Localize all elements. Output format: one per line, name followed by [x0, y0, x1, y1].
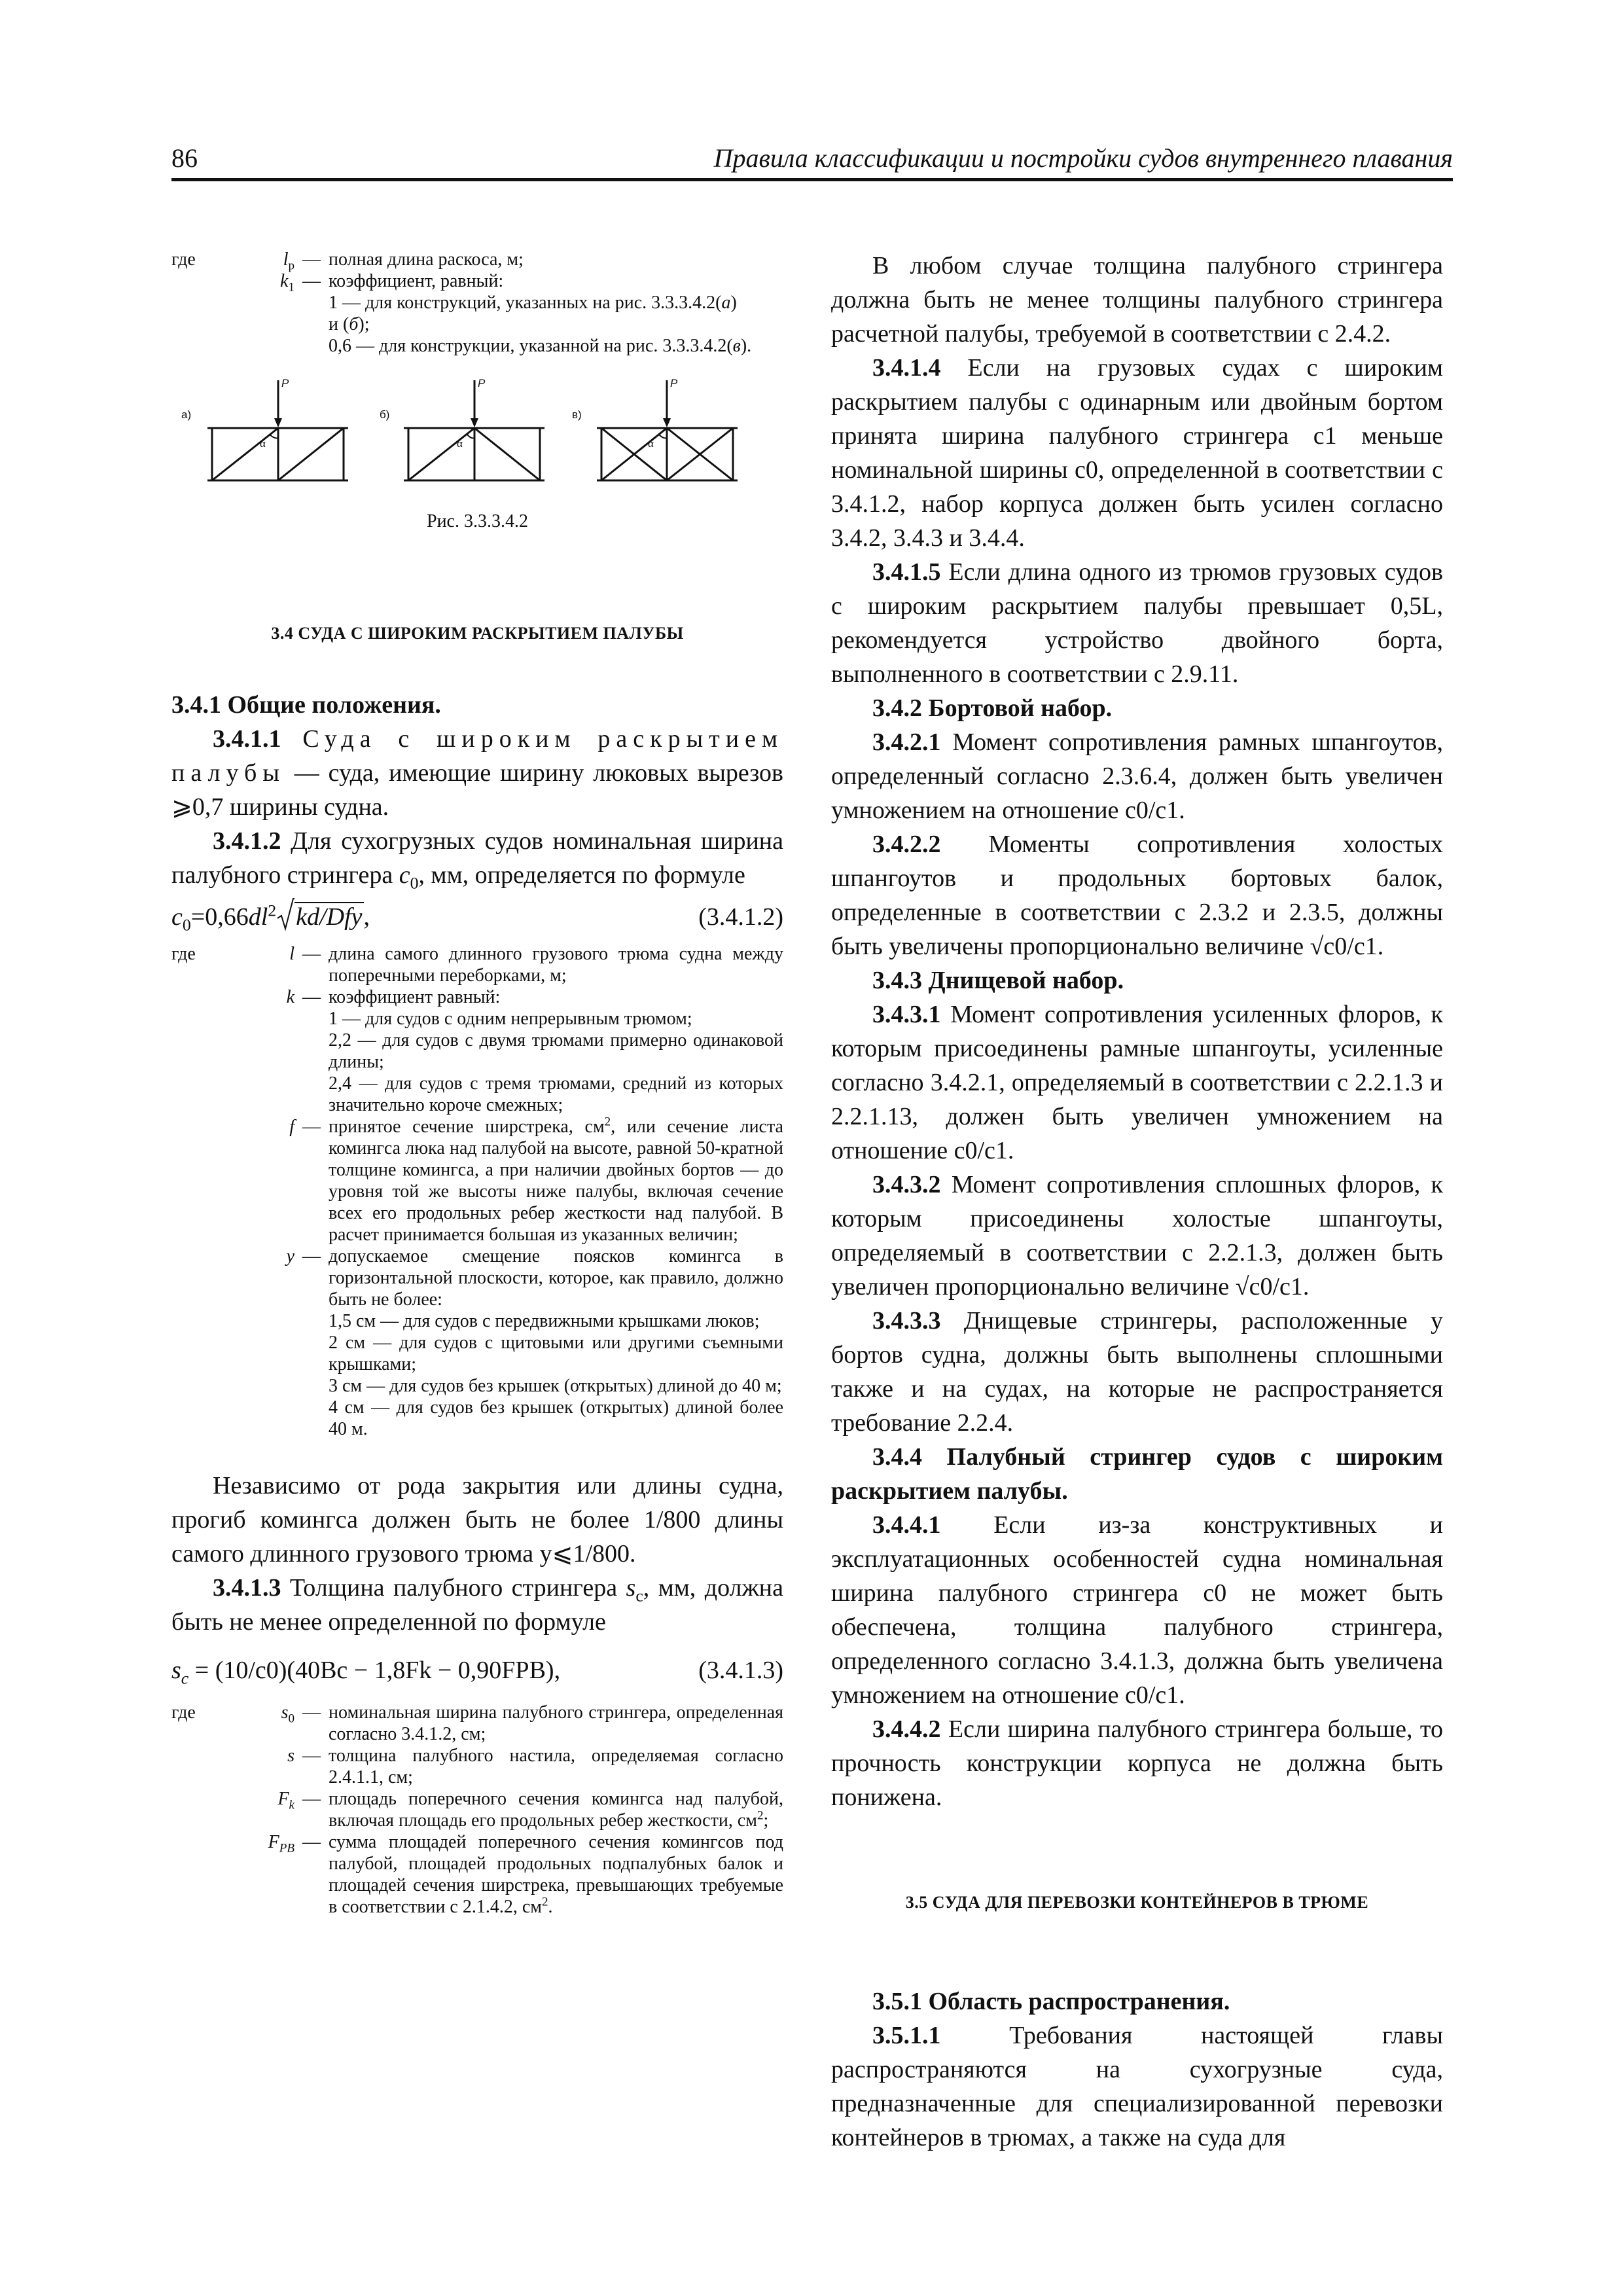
where-label: где	[171, 249, 196, 270]
para-3-4-4-2: 3.4.4.2 Если ширина палубного стрингера больше, то прочность конструкции корпуса не должна быть понижена.	[831, 1715, 1443, 1811]
running-title: Правила классификации и постройки судов внутреннего плавания	[713, 143, 1453, 173]
para-3-4-4-1: 3.4.4.1 Если из-за конструктивных и эксплуатационных особенностей судна номинальная ширина палубного стрингера c0 не может быть обеспечена, толщина палубного стрингера, определенного согласно 3.4.1.3, должна быть увеличена умножением на отношение c0/c1.	[831, 1511, 1443, 1709]
section-heading-3-4: 3.4 СУДА С ШИРОКИМ РАСКРЫТИЕМ ПАЛУБЫ	[271, 624, 684, 643]
para-3-5-1-1: 3.5.1.1 Требования настоящей главы распространяются на сухогрузные суда, предназначенные для специализированной перевозки контейнеров в трюмах, а также на суда для	[831, 2022, 1443, 2151]
def-row: $k_1$ — коэффициент, равный:	[280, 271, 504, 295]
definitions-l-k-f-y: где l — длина самого длинного грузового трюма судна между поперечными переборками, м; k — коэффициент равный: 1 — для судов с одним непрерывным трюмом; 2,2 — для судов с двумя трюмами примерно одинаковой длины; 2,4 — для судов с тремя трюмами, средний из которых значительно короче смежных; f — принятое сечение ширстрека, $см^2$, или сечение листа комингса люка над палубой на высоте, равной 50-кратной толщине комингса, а при наличии двойных бортов — до уровня той же высоты ниже палубы, включая сечение всех его продольных ребер жесткости над палубой. В расчет принимается большая из указанных величин; y — допускаемое смещение поясков комингса в горизонтальной плоскости, которое, как правило, должно быть не более: 1,5 см — для судов с передвижными крышками люков; 2 см — для судов с щитовыми или другими съемными крышками; 3 см — для судов без крышек (открытых) длиной до 40 м; 4 см — для судов без крышек (открытых) длиной более 40 м.	[171, 944, 783, 1439]
para-3-4-2-1: 3.4.2.1 Момент сопротивления рамных шпангоутов, определенный согласно 2.3.6.4, должен быть увеличен умножением на отношение c0/c1.	[831, 728, 1443, 824]
svg-text:α: α	[648, 437, 654, 450]
heading-3-4-3: 3.4.3 Днищевой набор.	[872, 967, 1124, 994]
svg-text:P: P	[281, 377, 289, 389]
heading-3-5-1: 3.5.1 Область распространения.	[872, 1988, 1230, 2015]
heading-3-4-1: 3.4.1 Общие положения.	[171, 691, 441, 719]
para-3-4-1-2: 3.4.1.2 Для сухогрузных судов номинальная ширина палубного стрингера $c_0$, мм, определяется по формуле	[171, 827, 783, 893]
running-header	[171, 143, 1453, 179]
para-3-4-1-5: 3.4.1.5 Если длина одного из трюмов грузовых судов с широким раскрытием палубы превышает 0,5L, рекомендуется устройство двойного борта, выполненного в соответствии с 2.9.11.	[831, 558, 1443, 688]
section-heading-3-5: 3.5 СУДА ДЛЯ ПЕРЕВОЗКИ КОНТЕЙНЕРОВ В ТРЮМЕ	[905, 1893, 1369, 1912]
heading-3-4-4: 3.4.4 Палубный стрингер судов с широким раскрытием палубы.	[831, 1443, 1443, 1505]
figure-caption: Рис. 3.3.3.4.2	[427, 511, 528, 531]
para-3-4-1-4: 3.4.1.4 Если на грузовых судах с широким раскрытием палубы с одинарным или двойным бортом принята ширина палубного стрингера c1 меньше номинальной ширины c0, определенной в соответствии с 3.4.1.2, набор корпуса должен быть усилен согласно 3.4.2, 3.4.3 и 3.4.4.	[831, 354, 1443, 552]
formula-3-4-1-3: $s_c = (10/c0)(40Bc - 1,8Fk - 0,90FPB)$, (3.4.1.3)	[171, 1657, 783, 1688]
label-c: в)	[572, 408, 582, 421]
definitions-s0-s-fk-fpb: где $s_0$ — номинальная ширина палубного стрингера, определенная согласно 3.4.1.2, см; s — толщина палубного настила, определяемая согласно 2.4.1.1, см; $F_k$ — площадь поперечного сечения комингса над палубой, включая площадь его продольных ребер жесткости, $см^2$; $F_{PB}$ — сумма площадей поперечного сечения комингсов под палубой, площадей продольных подпалубных балок и площадей сечения ширстрека, превышающих требуемые в соответствии с 2.1.4.2, $см^2$.	[171, 1702, 783, 1917]
svg-text:P: P	[478, 377, 486, 389]
left-column	[171, 249, 783, 1918]
def-row: $l_р$ — полная длина раскоса, м;	[283, 249, 524, 273]
header-rule	[171, 178, 1453, 181]
truss-diagram	[171, 374, 783, 511]
figure-truss-diagrams	[171, 374, 783, 511]
label-a: а)	[181, 408, 192, 421]
right-column	[831, 249, 1443, 2155]
page-number: 86	[171, 143, 198, 173]
para-3-4-3-3: 3.4.3.3 Днищевые стрингеры, расположенные у бортов судна, должны быть выполнены сплошными также и на судах, на которые не распространяется требование 2.2.4.	[831, 1307, 1443, 1437]
para-3-4-3-1: 3.4.3.1 Момент сопротивления усиленных флоров, к которым присоединены рамные шпангоуты, усиленные согласно 3.4.2.1, определяемый в соответствии с 2.2.1.3 и 2.2.1.13, должен быть увеличен умножением на отношение c0/c1.	[831, 1001, 1443, 1164]
para-3-4-1-3: 3.4.1.3 Толщина палубного стрингера $s_c$, мм, должна быть не менее определенной по формуле	[171, 1574, 783, 1636]
para-3-4-2-2: 3.4.2.2 Моменты сопротивления холостых шпангоутов и продольных бортовых балок, определенные в соответствии с 2.3.2 и 2.3.5, должны быть увеличены пропорционально величине √c0/c1.	[831, 831, 1443, 960]
para-3-4-1-1: 3.4.1.1 Суда с широким раскрытием палубы — суда, имеющие ширину люковых вырезов ⩾0,7 ширины судна.	[171, 725, 783, 821]
label-b: б)	[380, 408, 390, 421]
svg-text:α: α	[260, 437, 266, 450]
svg-text:P: P	[670, 377, 678, 389]
heading-3-4-2: 3.4.2 Бортовой набор.	[872, 694, 1113, 722]
para-3-4-3-2: 3.4.3.2 Момент сопротивления сплошных флоров, к которым присоединены холостые шпангоуты, определяемый в соответствии с 2.2.1.3, должен быть увеличен пропорционально величине √c0/c1.	[831, 1171, 1443, 1300]
svg-text:α: α	[457, 437, 463, 450]
formula-3-4-1-2: $c_0=0,66dl^2$ kd/Dfy, (3.4.1.2)	[171, 900, 783, 938]
definitions-lp-k1: где $l_р$ — полная длина раскоса, м; $k_1$ — коэффициент, равный: 1 — для конструкций, указанных на рис. 3.3.3.4.2(а) и (б); 0,6 — для конструкции, указанной на рис. 3.3.3.4.2(в).	[171, 249, 783, 357]
para-any-case: В любом случае толщина палубного стрингера должна быть не менее толщины палубного стрингера расчетной палубы, требуемой в соответствии с 2.4.2.	[831, 252, 1443, 348]
para-deflection: Независимо от рода закрытия или длины судна, прогиб комингса должен быть не более 1/800 длины самого длинного грузового трюма y⩽1/800.	[171, 1472, 783, 1568]
